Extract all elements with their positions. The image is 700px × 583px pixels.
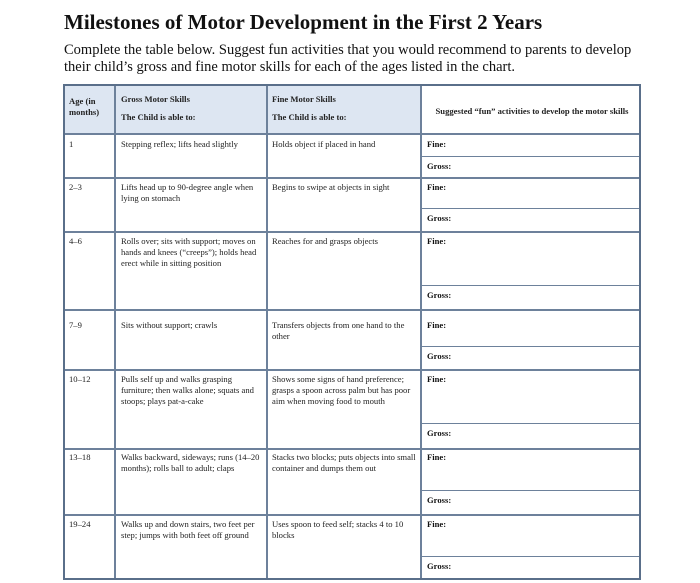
col-divider	[114, 86, 116, 578]
fine-gross-divider	[422, 156, 639, 157]
fine-gross-divider	[422, 285, 639, 286]
fine-skill-cell: Uses spoon to feed self; stacks 4 to 10 blocks	[272, 519, 404, 540]
gross-skill-cell: Walks backward, sideways; runs (14–20 months); rolls ball to adult; claps	[121, 452, 260, 473]
gross-label: Gross:	[427, 495, 452, 505]
fine-label: Fine:	[427, 182, 447, 192]
row-divider	[65, 369, 639, 371]
header-fine: Fine Motor Skills	[272, 94, 336, 104]
gross-skill-cell: Stepping reflex; lifts head slightly	[121, 139, 238, 149]
fine-label: Fine:	[427, 374, 447, 384]
fine-label: Fine:	[427, 236, 447, 246]
fine-skill-cell: Stacks two blocks; puts objects into small container and dumps them out	[272, 452, 416, 473]
gross-skill-cell: Lifts head up to 90-degree angle when lying on stomach	[121, 182, 254, 203]
row-divider	[65, 309, 639, 311]
header-fine-sub: The Child is able to:	[272, 112, 347, 122]
fine-gross-divider	[422, 423, 639, 424]
fine-skill-cell: Begins to swipe at objects in sight	[272, 182, 390, 192]
header-activities: Suggested “fun” activities to develop the motor skills	[435, 106, 629, 116]
row-divider	[65, 231, 639, 233]
gross-skill-cell: Pulls self up and walks grasping furniture; then walks alone; squats and stoops; plays pat-a-cake	[121, 374, 254, 406]
col-divider	[420, 86, 422, 578]
row-divider	[65, 514, 639, 516]
header-gross: Gross Motor Skills	[121, 94, 190, 104]
age-cell: 7–9	[69, 320, 82, 330]
gross-label: Gross:	[427, 213, 452, 223]
gross-skill-cell: Sits without support; crawls	[121, 320, 218, 330]
header-age: Age (in months)	[69, 96, 100, 117]
gross-skill-cell: Rolls over; sits with support; moves on hands and knees (“creeps”); holds head erect while in sitting position	[121, 236, 257, 268]
fine-gross-divider	[422, 346, 639, 347]
age-cell: 2–3	[69, 182, 82, 192]
fine-skill-cell: Reaches for and grasps objects	[272, 236, 378, 246]
gross-label: Gross:	[427, 351, 452, 361]
fine-label: Fine:	[427, 519, 447, 529]
age-cell: 1	[69, 139, 74, 149]
fine-label: Fine:	[427, 320, 447, 330]
age-cell: 19–24	[69, 519, 91, 529]
age-cell: 4–6	[69, 236, 82, 246]
header-gross-sub: The Child is able to:	[121, 112, 196, 122]
gross-label: Gross:	[427, 561, 452, 571]
fine-skill-cell: Holds object if placed in hand	[272, 139, 376, 149]
fine-skill-cell: Transfers objects from one hand to the other	[272, 320, 405, 341]
milestones-table	[63, 84, 641, 580]
gross-label: Gross:	[427, 428, 452, 438]
instructions: Complete the table below. Suggest fun activities that you would recommend to parents to develop their child’s gross and fine motor skills for each of the ages listed in the chart.	[64, 42, 632, 75]
age-cell: 10–12	[69, 374, 91, 384]
fine-label: Fine:	[427, 139, 447, 149]
fine-label: Fine:	[427, 452, 447, 462]
row-divider	[65, 448, 639, 450]
row-divider	[65, 177, 639, 179]
fine-gross-divider	[422, 556, 639, 557]
col-divider	[266, 86, 268, 578]
fine-gross-divider	[422, 490, 639, 491]
fine-gross-divider	[422, 208, 639, 209]
gross-skill-cell: Walks up and down stairs, two feet per step; jumps with both feet off ground	[121, 519, 255, 540]
gross-label: Gross:	[427, 290, 452, 300]
fine-skill-cell: Shows some signs of hand preference; grasps a spoon across palm but has poor aim when moving food to mouth	[272, 374, 411, 406]
row-divider	[65, 133, 639, 135]
gross-label: Gross:	[427, 161, 452, 171]
page-title: Milestones of Motor Development in the First 2 Years	[64, 10, 543, 34]
age-cell: 13–18	[69, 452, 91, 462]
